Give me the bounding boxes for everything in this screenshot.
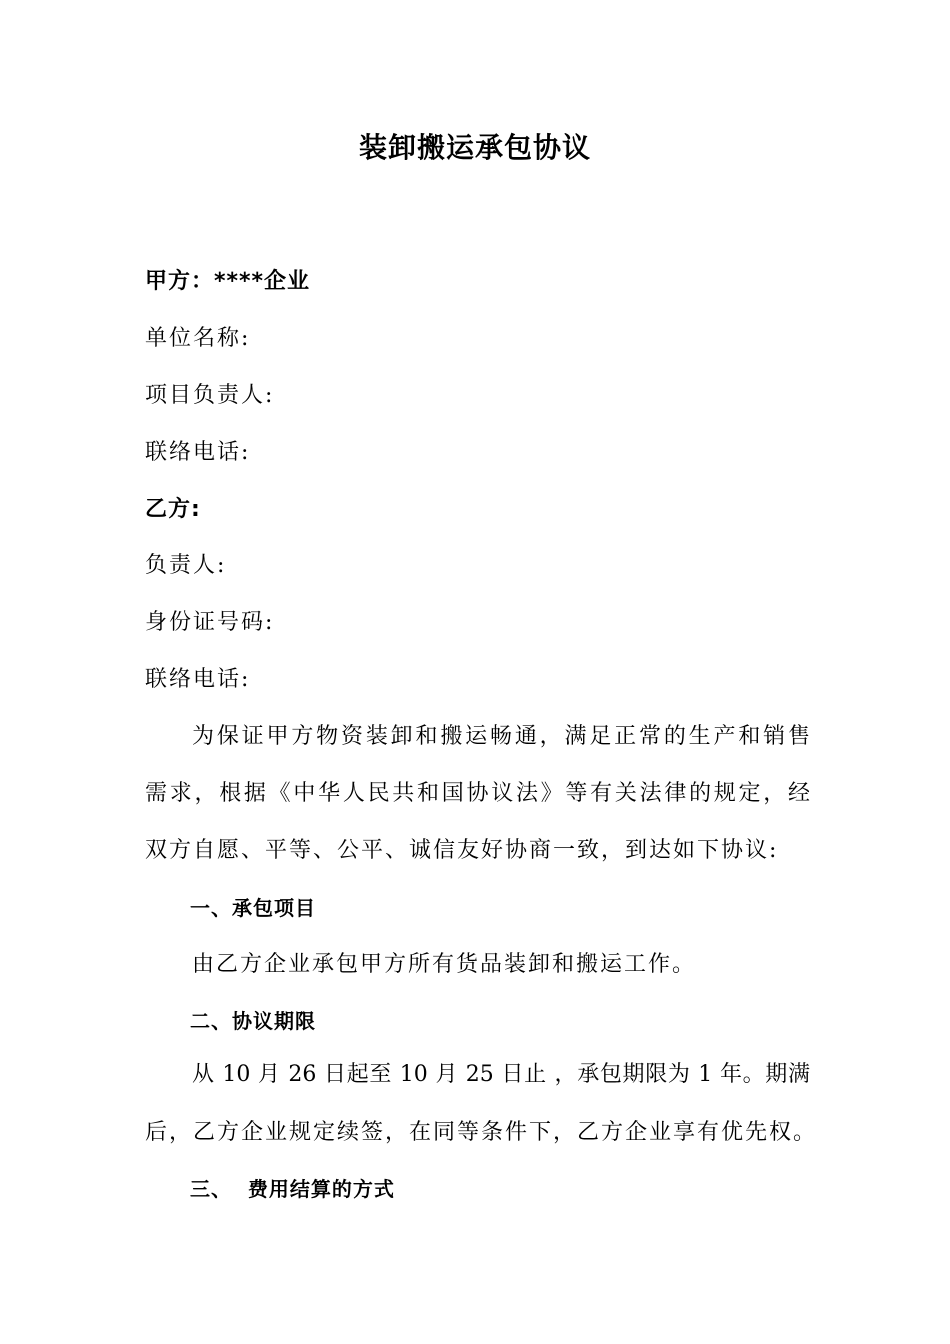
- section-1-heading: 一、承包项目: [190, 896, 316, 920]
- section-2-body-line-2: 后，乙方企业规定续签，在同等条件下，乙方企业享有优先权。: [145, 1120, 818, 1145]
- section-2-body-line-1: 从 10 月 26 日起至 10 月 25 日止 ，承包期限为 1 年。期满: [192, 1062, 810, 1087]
- party-b-id-field: 身份证号码:: [145, 610, 275, 635]
- document-title: 装卸搬运承包协议: [358, 131, 591, 164]
- section-3-heading: 三、 费用结算的方式: [190, 1177, 395, 1201]
- party-a-heading: 甲方：****企业: [145, 269, 311, 294]
- intro-line-3: 双方自愿、平等、公平、诚信友好协商一致，到达如下协议:: [145, 838, 779, 863]
- section-2-heading: 二、协议期限: [190, 1009, 316, 1033]
- intro-line-2: 需求，根据《中华人民共和国协议法》等有关法律的规定，经: [145, 781, 810, 806]
- party-b-phone-field: 联络电话:: [145, 667, 251, 692]
- party-b-heading: 乙方:: [145, 497, 201, 522]
- section-1-body-line-1: 由乙方企业承包甲方所有货品装卸和搬运工作。: [192, 952, 697, 977]
- party-a-unit-name-field: 单位名称:: [145, 326, 251, 351]
- party-b-lead-field: 负责人:: [145, 553, 227, 578]
- intro-line-1: 为保证甲方物资装卸和搬运畅通，满足正常的生产和销售: [192, 724, 810, 749]
- party-a-phone-field: 联络电话:: [145, 440, 251, 465]
- party-a-project-lead-field: 项目负责人:: [145, 383, 275, 408]
